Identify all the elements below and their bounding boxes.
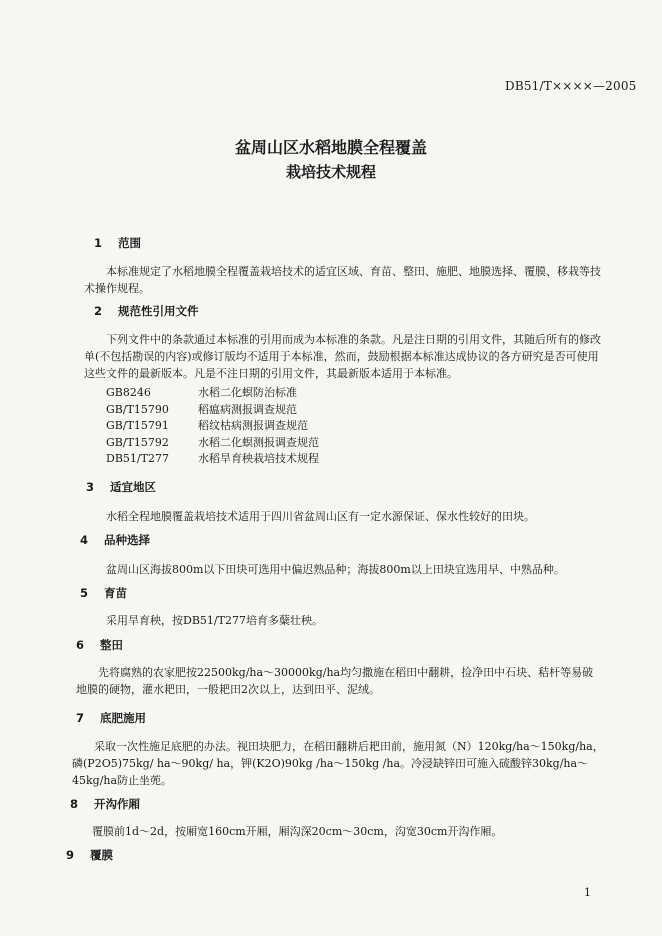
section-number: 4	[80, 533, 89, 547]
section-text: 盆周山区海拔800m以下田块可选用中偏迟熟品种；海拔800m以上田块宜选用早、中熟品种。	[106, 563, 565, 576]
section-title: 育苗	[104, 586, 127, 600]
section-number: 1	[94, 236, 103, 250]
section-text: 水稻全程地膜覆盖栽培技术适用于四川省盆周山区有一定水源保证、保水性较好的田块。	[106, 510, 535, 523]
section-9-heading	[66, 847, 113, 863]
section-text: 下列文件中的条款通过本标准的引用而成为本标准的条款。凡是注日期的引用文件，其随后所有的修改单(不包括勘误的内容)或修订版均不适用于本标准，然而，鼓励根据本标准达成协议的各方研究是否可使用这些文件的最新版本。凡是不注日期的引用文件，其最新版本适用于本标准。	[84, 333, 601, 380]
section-number: 3	[86, 480, 95, 494]
section-title: 开沟作厢	[94, 797, 140, 811]
section-title: 覆膜	[90, 848, 113, 862]
reference-code: GB/T15792	[106, 435, 169, 449]
section-title: 整田	[100, 638, 123, 652]
reference-name: 稻瘟病测报调查规范	[198, 402, 297, 416]
section-7-heading	[76, 710, 146, 726]
section-title: 规范性引用文件	[118, 304, 199, 318]
section-number: 7	[76, 711, 85, 725]
section-4-body	[84, 561, 604, 578]
page-number: 1	[584, 886, 591, 899]
section-2-heading	[94, 303, 199, 319]
reference-item	[106, 417, 319, 434]
reference-code: GB8246	[106, 386, 151, 399]
section-2-body	[84, 331, 604, 382]
reference-item	[106, 434, 319, 451]
section-number: 6	[76, 638, 85, 652]
section-8-body	[70, 823, 604, 840]
reference-name: 水稻二化螟测报调查规范	[198, 435, 319, 449]
section-number: 5	[80, 586, 89, 600]
section-6-heading	[76, 637, 123, 653]
section-text: 采取一次性施足底肥的办法。视田块肥力，在稻田翻耕后耙田前，施用氮（N）120kg/ha～150kg/ha，磷(P2O5)75kg/ ha～90kg/ ha，钾(K2O)90kg /ha～150kg /ha。冷浸缺锌田可施入硫酸锌30kg/ha～45kg/ha防止坐蔸。	[72, 740, 604, 787]
standard-code: DB51/T××××—2005	[505, 79, 637, 93]
section-number: 2	[94, 304, 103, 318]
section-text: 覆膜前1d～2d，按厢宽160cm开厢，厢沟深20cm～30cm，沟宽30cm开沟作厢。	[92, 825, 503, 838]
section-title: 底肥施用	[100, 711, 146, 725]
document-title-line1: 盆周山区水稻地膜全程覆盖	[234, 138, 427, 157]
section-text: 本标准规定了水稻地膜全程覆盖栽培技术的适宜区域、育苗、整田、施肥、地膜选择、覆膜、移栽等技术操作规程。	[84, 265, 601, 295]
reference-name: 水稻旱育秧栽培技术规程	[198, 452, 319, 465]
document-title-line2: 栽培技术规程	[285, 163, 376, 181]
reference-item	[106, 384, 319, 401]
reference-name: 水稻二化螟防治标准	[198, 386, 297, 399]
section-6-body	[76, 664, 604, 698]
section-number: 9	[66, 848, 75, 862]
section-3-body	[84, 508, 604, 525]
section-7-body	[72, 738, 604, 789]
section-text: 先将腐熟的农家肥按22500kg/ha～30000kg/ha均匀撒施在稻田中翻耕，捡净田中石块、秸杆等易破地膜的硬物，灌水耙田，一般耙田2次以上，达到田平、泥绒。	[76, 666, 594, 696]
section-1-body	[84, 263, 604, 297]
reference-code: GB/T15790	[106, 402, 169, 416]
section-8-heading	[70, 796, 140, 812]
reference-name: 稻纹枯病测报调查规范	[198, 419, 308, 432]
section-5-body	[84, 612, 604, 629]
section-title: 品种选择	[104, 533, 150, 547]
section-1-heading	[94, 235, 141, 251]
section-title: 适宜地区	[110, 480, 156, 494]
section-4-heading	[80, 532, 150, 548]
reference-code: DB51/T277	[106, 452, 169, 465]
section-text: 采用旱育秧，按DB51/T277培育多蘖壮秧。	[106, 614, 323, 627]
reference-list	[106, 384, 319, 467]
section-title: 范围	[118, 236, 141, 250]
reference-item	[106, 401, 319, 418]
section-5-heading	[80, 585, 127, 601]
section-number: 8	[70, 797, 79, 811]
section-3-heading	[86, 479, 156, 495]
reference-item	[106, 450, 319, 467]
reference-code: GB/T15791	[106, 419, 169, 432]
